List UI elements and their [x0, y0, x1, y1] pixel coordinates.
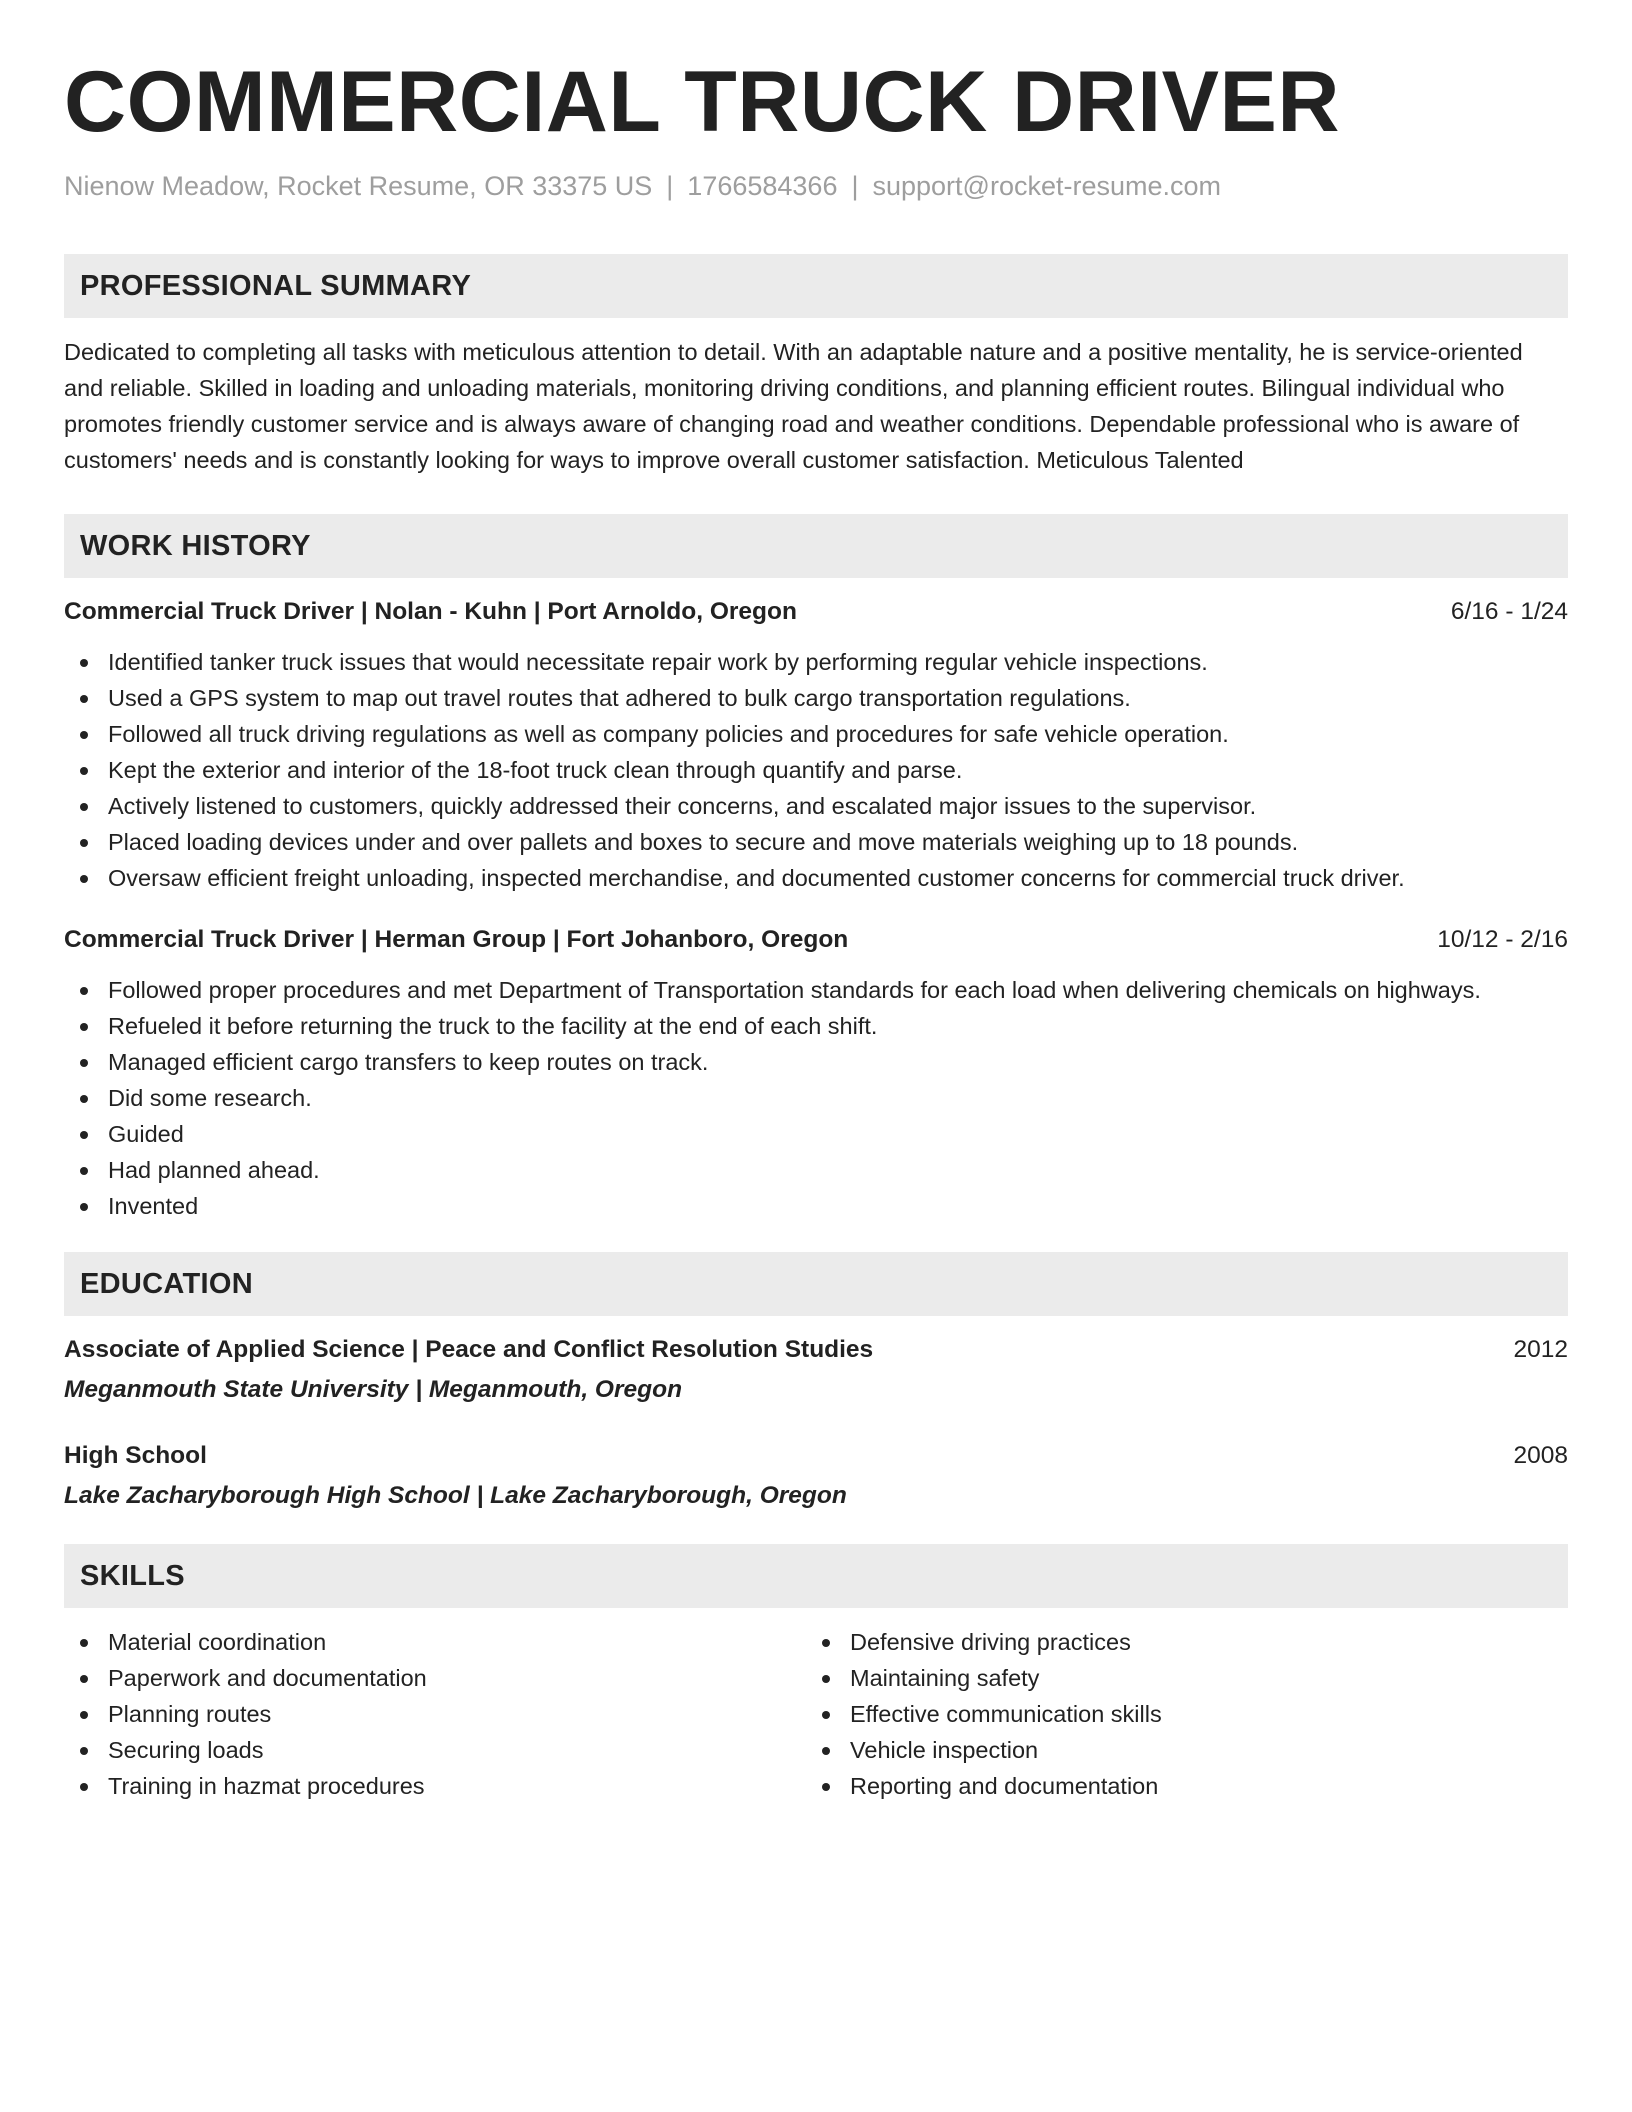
education-header [64, 1438, 1568, 1474]
job-title: Commercial Truck Driver | Nolan - Kuhn | Port Arnoldo, Oregon [64, 598, 797, 625]
contact-separator: | [851, 171, 859, 201]
skill-item: Defensive driving practices [806, 1624, 1548, 1660]
section-heading-summary: PROFESSIONAL SUMMARY [64, 254, 1568, 318]
resume-page [64, 52, 1568, 1804]
contact-email: support@rocket-resume.com [872, 171, 1222, 201]
education-year: 2008 [1513, 1442, 1568, 1469]
skill-item: Material coordination [64, 1624, 806, 1660]
contact-address: Nienow Meadow, Rocket Resume, OR 33375 US [64, 171, 653, 201]
skill-item: Paperwork and documentation [64, 1660, 806, 1696]
section-heading-education: EDUCATION [64, 1252, 1568, 1316]
education-entry [64, 1438, 1568, 1514]
education-school: Lake Zacharyborough High School | Lake Zacharyborough, Oregon [64, 1482, 847, 1509]
education-header [64, 1332, 1568, 1368]
skills-list [64, 1624, 806, 1804]
job-bullet: Had planned ahead. [64, 1152, 1568, 1188]
skill-item: Effective communication skills [806, 1696, 1548, 1732]
skills-list [806, 1624, 1548, 1804]
job-header [64, 922, 1568, 958]
skill-item: Securing loads [64, 1732, 806, 1768]
skill-item: Training in hazmat procedures [64, 1768, 806, 1804]
job-entry [64, 594, 1568, 896]
skill-item: Vehicle inspection [806, 1732, 1548, 1768]
contact-line [64, 168, 1568, 204]
job-bullet: Kept the exterior and interior of the 18-foot truck clean through quantify and parse. [64, 752, 1568, 788]
education-school: Meganmouth State University | Meganmouth, Oregon [64, 1376, 683, 1403]
job-entry [64, 922, 1568, 1224]
section-heading-skills: SKILLS [64, 1544, 1568, 1608]
job-bullet: Followed proper procedures and met Department of Transportation standards for each load when delivering chemicals on highways. [64, 972, 1568, 1008]
resume-name: COMMERCIAL TRUCK DRIVER [64, 54, 1341, 150]
education-year: 2012 [1513, 1336, 1568, 1363]
job-header [64, 594, 1568, 630]
job-bullets [64, 972, 1568, 1224]
job-bullet: Did some research. [64, 1080, 1568, 1116]
job-dates: 6/16 - 1/24 [1450, 598, 1568, 625]
skill-item: Planning routes [64, 1696, 806, 1732]
education-degree: High School [64, 1442, 207, 1469]
job-title: Commercial Truck Driver | Herman Group | Fort Johanboro, Oregon [64, 926, 849, 953]
skills-column-left [64, 1624, 806, 1804]
skills-column-right [806, 1624, 1548, 1804]
job-bullet: Followed all truck driving regulations as well as company policies and procedures for safe vehicle operation. [64, 716, 1568, 752]
job-bullet: Guided [64, 1116, 1568, 1152]
job-bullet: Used a GPS system to map out travel routes that adhered to bulk cargo transportation regulations. [64, 680, 1568, 716]
skill-item: Reporting and documentation [806, 1768, 1548, 1804]
education-entry [64, 1332, 1568, 1408]
contact-separator: | [666, 171, 674, 201]
job-bullets [64, 644, 1568, 896]
job-bullet: Oversaw efficient freight unloading, inspected merchandise, and documented customer concerns for commercial truck driver. [64, 860, 1568, 896]
job-bullet: Invented [64, 1188, 1568, 1224]
job-bullet: Identified tanker truck issues that would necessitate repair work by performing regular vehicle inspections. [64, 644, 1568, 680]
summary-text: Dedicated to completing all tasks with meticulous attention to detail. With an adaptable nature and a positive mentality, he is service-oriented and reliable. Skilled in loading and unloading materials, monitoring driving conditions, and planning efficient routes. Bilingual individual who promotes friendly customer service and is always aware of changing road and weather conditions. Dependable professional who is aware of customers' needs and is constantly looking for ways to improve overall customer satisfaction. Meticulous Talented [64, 339, 1523, 473]
job-dates: 10/12 - 2/16 [1437, 926, 1568, 953]
education-degree: Associate of Applied Science | Peace and Conflict Resolution Studies [64, 1336, 874, 1363]
job-bullet: Placed loading devices under and over pallets and boxes to secure and move materials weighing up to 18 pounds. [64, 824, 1568, 860]
job-bullet: Actively listened to customers, quickly addressed their concerns, and escalated major issues to the supervisor. [64, 788, 1568, 824]
section-heading-work-history: WORK HISTORY [64, 514, 1568, 578]
skills-grid [64, 1624, 1568, 1804]
contact-phone: 1766584366 [687, 171, 838, 201]
job-bullet: Refueled it before returning the truck to the facility at the end of each shift. [64, 1008, 1568, 1044]
job-bullet: Managed efficient cargo transfers to keep routes on track. [64, 1044, 1568, 1080]
skill-item: Maintaining safety [806, 1660, 1548, 1696]
